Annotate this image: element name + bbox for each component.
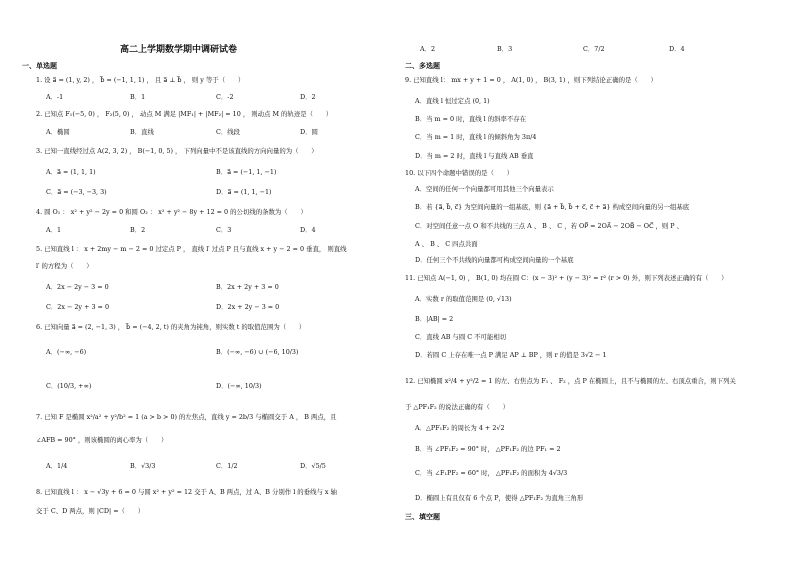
question-4: 4. 圆 O₁ ： x² + y² − 2y = 0 和圆 O₂ ： x² + y² − 8y + 12 = 0 的公切线的条数为（ ） — [36, 208, 307, 216]
q4-option-c: C．3 — [216, 226, 232, 234]
q2-option-c: C．线段 — [216, 128, 241, 136]
q3-option-d: D．a⃗ = (1, 1, −1) — [216, 188, 272, 196]
q6-option-d: D．(−∞, 10/3) — [216, 382, 262, 390]
q1-option-d: D．2 — [300, 93, 316, 101]
q8-option-d: D．4 — [669, 45, 685, 53]
question-5: 5. 已知直线 l ： x + 2my − m − 2 = 0 过定点 P ， 直线 l′ 过点 P 且与直线 x + y − 2 = 0 垂直， 则直线 — [36, 245, 347, 253]
q11-option-c: C．直线 AB 与圆 C 不可能相切 — [415, 333, 507, 341]
q10-option-a: A．空间的任何一个向量都可用其他三个向量表示 — [415, 185, 554, 193]
question-1: 1. 设 a⃗ = (1, y, 2) ， b⃗ = (−1, 1, 1) ， 且 a⃗ ⊥ b⃗ ， 则 y 等于（ ） — [36, 76, 245, 84]
section-multiple-choice: 二、多选题 — [405, 62, 440, 70]
question-3: 3. 已知一直线经过点 A(2, 3, 2) ， B(−1, 0, 5) ， 下列向量中不是该直线的方向向量的为（ ） — [36, 147, 318, 155]
q2-option-a: A．椭圆 — [46, 128, 70, 136]
q7-option-a: A．1/4 — [46, 462, 68, 470]
question-7-cont: ∠AFB = 90° ，则该椭圆的离心率为（ ） — [36, 436, 168, 444]
q9-option-b: B．当 m = 0 时，直线 l 的斜率不存在 — [415, 115, 527, 123]
question-2: 2. 已知点 F₁(−5, 0) ， F₂(5, 0) ， 动点 M 满足 |MF₁| + |MF₂| = 10 ， 则动点 M 的轨迹是（ ） — [36, 110, 333, 118]
q1-option-c: C．-2 — [216, 93, 234, 101]
page-title: 高二上学期数学期中调研试卷 — [120, 45, 238, 55]
q5-option-d: D．2x + 2y − 3 = 0 — [216, 303, 280, 311]
q10-option-c-cont: A 、 B 、 C 四点共面 — [415, 240, 478, 248]
question-9: 9. 已知直线 l： mx + y + 1 = 0 ， A(1, 0) ， B(3, 1) ，则下列结论正确的是（ ） — [405, 76, 657, 84]
q8-option-a: A．2 — [420, 45, 436, 53]
q9-option-d: D．当 m = 2 时，直线 l 与直线 AB 垂直 — [415, 152, 534, 160]
question-7: 7. 已知 F 是椭圆 x²/a² + y²/b² = 1 (a > b > 0) 的左焦点，直线 y = 2b/3 与椭圆交于 A ， B 两点，且 — [36, 413, 337, 421]
q3-option-a: A．a⃗ = (1, 1, 1) — [46, 168, 96, 176]
q6-option-c: C．(10/3, +∞) — [46, 382, 92, 390]
q4-option-b: B．2 — [130, 226, 146, 234]
question-12-cont: 于 △PF₁F₂ 的说法正确的有（ ） — [405, 403, 509, 411]
question-8-cont: 交于 C、D 两点，则 |CD| =（ ） — [36, 507, 145, 515]
q12-option-d: D．椭圆上有且仅有 6 个点 P，使得 △PF₁F₂ 为直角三角形 — [415, 494, 584, 502]
q2-option-d: D．圆 — [300, 128, 318, 136]
q5-option-c: C．2x − 2y + 3 = 0 — [46, 303, 110, 311]
question-8: 8. 已知直线 l ： x − √3y + 6 = 0 与圆 x² + y² = 12 交于 A、B 两点，过 A、B 分别作 l 的垂线与 x 轴 — [36, 488, 337, 496]
question-11: 11. 已知点 A(−1, 0) ， B(1, 0) 均在圆 C：(x − 3)² + (y − 3)² = r² (r > 0) 外，则下列表述正确的有（ ） — [405, 274, 728, 282]
q11-option-a: A．实数 r 的取值范围是 (0, √13) — [415, 295, 512, 303]
section-single-choice: 一、单选题 — [22, 62, 57, 70]
q5-option-b: B．2x + 2y + 3 = 0 — [216, 283, 279, 291]
q8-option-c: C．7/2 — [583, 45, 605, 53]
question-6: 6. 已知向量 a⃗ = (2, −1, 3) ， b⃗ = (−4, 2, t) 的夹角为钝角，则实数 t 的取值范围为（ ） — [36, 323, 306, 331]
q10-option-c: C．对空间任意一点 O 和不共线的三点 A 、 B 、 C ，若 OP⃗ = 2OA⃗ − 2OB⃗ − OC⃗ ，则 P 、 — [415, 222, 684, 230]
q6-option-a: A．(−∞, −6) — [46, 348, 87, 356]
q9-option-c: C．当 m = 1 时，直线 l 的倾斜角为 3π/4 — [415, 133, 537, 141]
q4-option-a: A．1 — [46, 226, 62, 234]
q10-option-b: B．若 {a⃗, b⃗, c⃗} 为空间向量的一组基底，则 {a⃗ + b⃗, b⃗ + c⃗, c⃗ + a⃗} 构成空间向量的另一组基底 — [415, 203, 690, 211]
question-12: 12. 已知椭圆 x²/4 + y²/2 = 1 的左、右焦点为 F₁ 、 F₂ ，点 P 在椭圆上，且不与椭圆的左、右顶点重合，则下列关 — [405, 377, 736, 385]
q7-option-d: D．√5/5 — [300, 462, 326, 470]
q7-option-c: C．1/2 — [216, 462, 238, 470]
q12-option-c: C．当 ∠F₁PF₂ = 60° 时， △PF₁F₂ 的面积为 4√3/3 — [415, 469, 568, 477]
q1-option-a: A．-1 — [46, 93, 64, 101]
q12-option-a: A．△PF₁F₂ 的周长为 4 + 2√2 — [415, 424, 505, 432]
q3-option-b: B．a⃗ = (−1, 1, −1) — [216, 168, 277, 176]
q8-option-b: B．3 — [497, 45, 513, 53]
q2-option-b: B．直线 — [130, 128, 154, 136]
q4-option-d: D．4 — [300, 226, 316, 234]
q12-option-b: B．当 ∠PF₁F₂ = 90° 时， △PF₁F₂ 的边 PF₁ = 2 — [415, 445, 561, 453]
q6-option-b: B．(−∞, −6) ∪ (−6, 10/3) — [216, 348, 299, 356]
q11-option-d: D．若圆 C 上存在唯一点 P 满足 AP ⊥ BP ，则 r 的值是 3√2 − 1 — [415, 351, 607, 359]
q9-option-a: A．直线 l 恒过定点 (0, 1) — [415, 97, 490, 105]
question-5-cont: l′ 的方程为（ ） — [36, 262, 93, 270]
q1-option-b: B．1 — [130, 93, 146, 101]
q5-option-a: A．2x − 2y − 3 = 0 — [46, 283, 109, 291]
q7-option-b: B．√3/3 — [130, 462, 156, 470]
section-fill-blank: 三、填空题 — [405, 513, 440, 521]
q10-option-d: D．任何三个不共线的向量都可构成空间向量的一个基底 — [415, 256, 574, 264]
question-10: 10. 以下四个命题中错误的是（ ） — [405, 169, 514, 177]
q3-option-c: C．a⃗ = (−3, −3, 3) — [46, 188, 107, 196]
q11-option-b: B．|AB| = 2 — [415, 315, 454, 323]
